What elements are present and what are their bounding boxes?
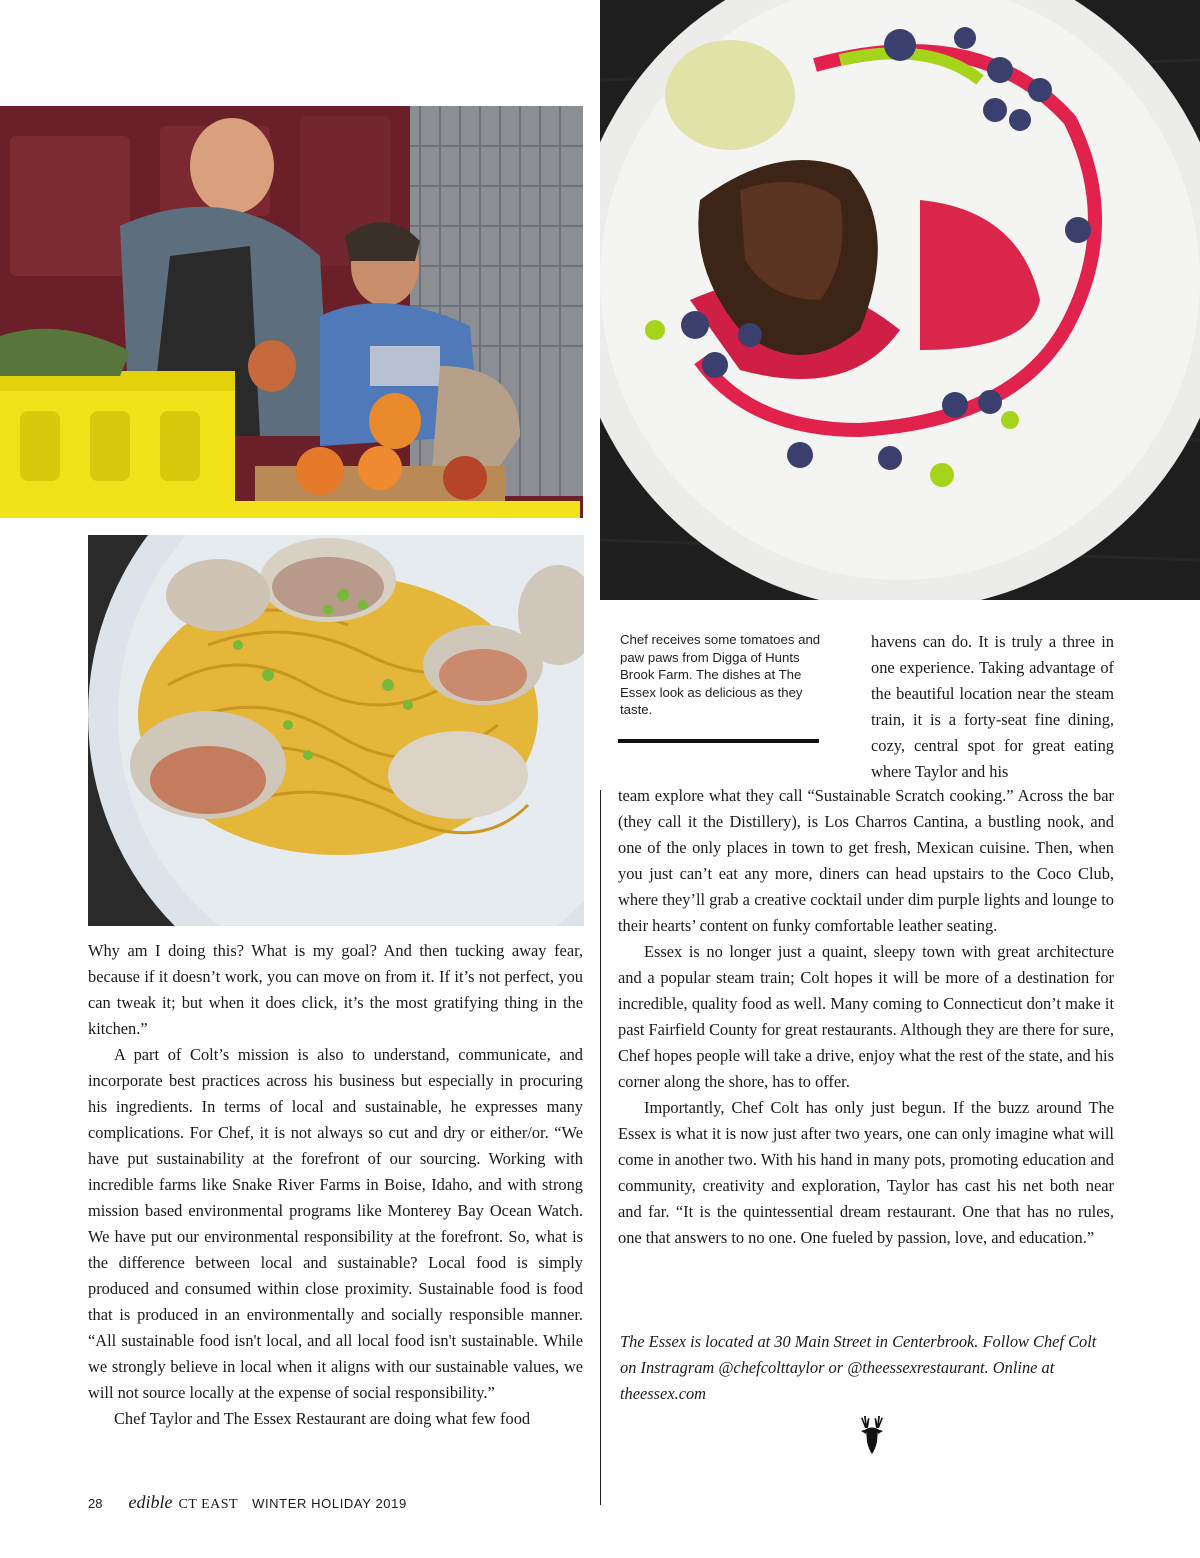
deer-head-icon [853,1414,891,1456]
column-divider [600,790,601,1505]
article-paragraph: Importantly, Chef Colt has only just begun. If the buzz around The Essex is what it is now just after two years, one can only imagine what will come in another two. With his hand in many pots, promoting education and community, creativity and exploration, Taylor has cast his net both near and far. “It is the quintessential dream restaurant. One that has no rules, one that answers to no one. One fueled by passion, love, and education.” [618,1098,1114,1247]
page-number: 28 [88,1496,103,1511]
article-paragraph: A part of Colt’s mission is also to understand, communicate, and incorporate best practices across his business but especially in procuring his ingredients. In terms of local and sustainable, he expresses many complications. For Chef, it is not always so cut and dry or either/or. “We have put sustainability at the forefront of our sourcing. Working with incredible farms like Snake River Farms in Boise, Idaho, and with strong mission based environmental programs like Monterey Bay Ocean Watch. We have put our environmental responsibility at the forefront. So, what is the difference between local and sustainable? Local food is simply produced and consumed within close proximity. Sustainable food is food that is produced in an environmentally and socially responsible manner. “All sustainable food isn't local, and all local food isn't sustainable. While we strongly believe in local when it aligns with our sustainable values, we will not source locally at the expense of social responsibility.” [88,1045,583,1402]
photo-plated-dish-blueberries [600,0,1200,600]
article-column-left [88,938,583,1432]
article-paragraph: team explore what they call “Sustainable Scratch cooking.” Across the bar (they call it the Distillery), is Los Charros Cantina, a bustling nook, and one of the only places in town to get fresh, Mexican cuisine. Then, when you just can’t eat any more, diners can head upstairs to the Coco Club, where they’ll grab a creative cocktail under dim purple lights and lounge to their hearts’ content on funky comfortable leather seating. [618,786,1114,935]
page-footer [88,1492,407,1514]
closing-note: The Essex is located at 30 Main Street in Centerbrook. Follow Chef Colt on Instragram @chefcolttaylor or @theessexrestaurant. Online at theessex.com [620,1332,1097,1403]
magazine-region: CT EAST [178,1497,239,1512]
article-paragraph: Why am I doing this? What is my goal? And then tucking away fear, because if it doesn’t work, you can move on from it. If it’s not perfect, you can tweak it; but when it does click, it’s the most gratifying thing in the kitchen.” [88,941,583,1038]
article-paragraph: Chef Taylor and The Essex Restaurant are doing what few food [114,1409,531,1428]
article-column-right [618,783,1114,1251]
article-paragraph: havens can do. It is truly a three in one experience. Taking advantage of the beautiful location near the steam train, it is a forty-seat fine dining, cozy, central spot for great eating where Taylor and his [871,632,1114,781]
issue-label: WINTER HOLIDAY 2019 [252,1496,407,1511]
magazine-brand: edible [128,1492,173,1512]
photo-caption: Chef receives some tomatoes and paw paws from Digga of Hunts Brook Farm. The dishes at The Essex look as delicious as they taste. [620,632,821,717]
article-column-right-top [871,629,1114,785]
article-paragraph: Essex is no longer just a quaint, sleepy town with great architecture and a popular steam train; Colt hopes it will be more of a destination for incredible, quality food as well. Many coming to Connecticut don’t make it past Fairfield County for great restaurants. Although they are there for sure, Chef hopes people will take a drive, enjoy what the rest of the state, and his corner along the shore, has to offer. [618,942,1114,1091]
photo-clam-pasta [88,535,584,926]
photo-chef-van-produce [0,106,583,518]
caption-rule [618,739,819,743]
